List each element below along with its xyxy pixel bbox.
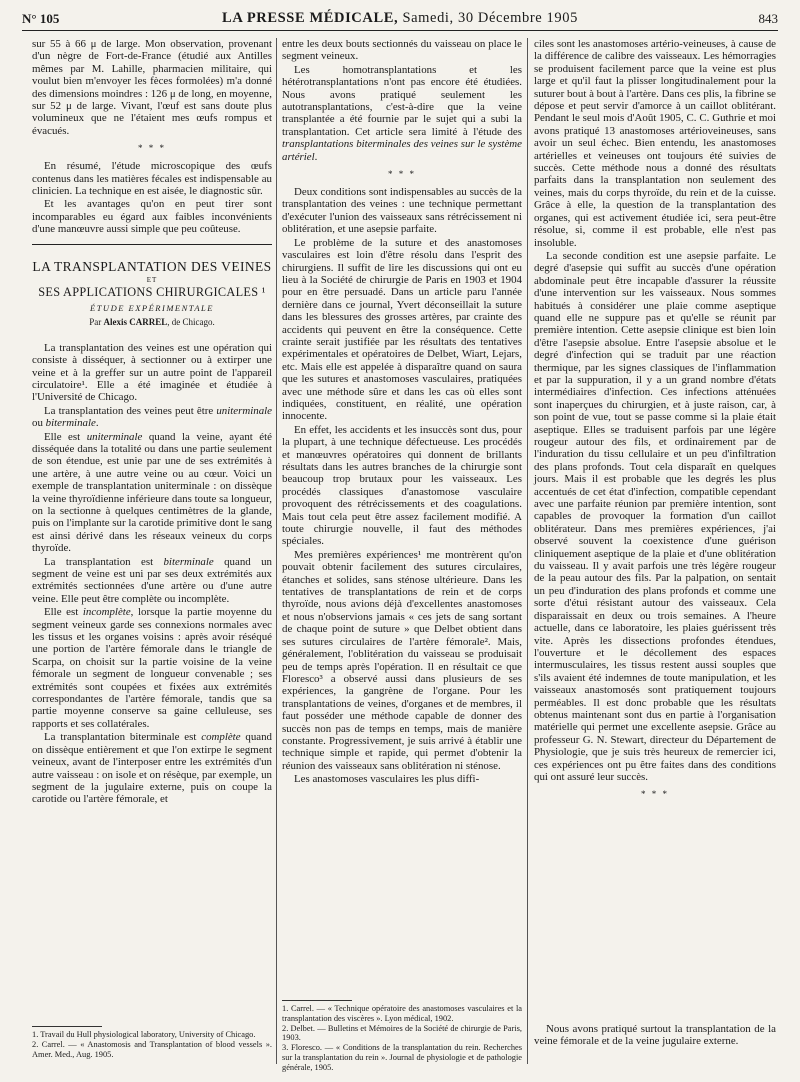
paragraph: sur 55 à 66 μ de large. Mon observation, provenant d'un nègre de Fort-de-France (étudié aux Antilles mêmes par M. Lahille, pharmacien militaire, qui voulut bien m'envoyer les fèces formolées) m'a donné des dimensions moindres : 126 μ de long, en moyenne, sur 52 μ de large. Vivant, l'œuf est sans doute plus volumineux que ne l'étaient mes œufs rompus et évacués. xyxy=(32,38,272,137)
author-name: Alexis CARREL xyxy=(103,316,168,327)
journal-title: LA PRESSE MÉDICALE, xyxy=(222,10,399,26)
paragraph: La transplantation des veines peut être uniterminale ou biterminale. xyxy=(32,404,272,430)
paragraph: Le problème de la suture et des anastomoses vasculaires est loin d'être résolu dans l'esprit des chirurgiens. Il suffit de lire les discussions qui ont eu lieu à la Société de chirurgie de Paris en 1903 et 1904 pour en être persuadé. Dans un article paru l'année dernière dans ce journal, Yvert déconseillait la suture dans les blessures des grosses artères, par crainte des accidents qui peuvent en être la conséquence. Cette crainte serait justifiée par les résultats des tentatives expérimentales et opératoires de Delbet, Wiart, Lejars, etc. Mais elle est appelée à disparaître quand on saura que les sutures et anastomoses vasculaires, pratiquées avec une méthode sûre et dans les cas où elles sont indiquées, constituent, en réalité, une opération innocente. xyxy=(282,236,522,423)
page-number: 843 xyxy=(758,11,778,26)
paragraph: La transplantation biterminale est complète quand on dissèque entièrement et que l'on extirpe le segment veineux, avant de l'interposer entre les extrémités d'un autre vaisseau : on isole et on résèque, par exemple, un segment de la jugulaire externe, puis on coupe la carotide ou l'artère fémorale, et xyxy=(32,731,272,806)
column-divider-1 xyxy=(276,38,277,1064)
paragraph: En effet, les accidents et les insuccès sont dus, pour la plupart, à une technique défectueuse. Les procédés et manœuvres opératoires qui donnent de brillants résultats dans les autres branches de la chirurgie sont beaucoup trop brutaux pour les vaisseaux. Les procédés classiques d'anastomose vasculaire provoquent des rétrécissements et des coagulations. Mais tout cela peut être assez facilement modifié. A toute chirurgie nouvelle, il faut des méthodes spéciales. xyxy=(282,423,522,548)
column-1 xyxy=(32,38,272,807)
paragraph: Les homotransplantations et les hétérotransplantations n'ont pas encore été étudiées. Nous avons pratiqué seulement les autotransplantations, c'est-à-dire que la veine transplantée a été fournie par le sujet qui a subi la transplantation. Cet article sera limité à l'étude des transplantations biterminales des veines sur le système artériel. xyxy=(282,63,522,163)
article-separator xyxy=(32,244,272,245)
paragraph: Elle est uniterminale quand la veine, ayant été disséquée dans la totalité ou dans une partie seulement de son étendue, est unie par une de ses extrémités à une artère, à une autre veine ou au cœur. Voici un exemple de transplantation uniterminale : on dissèque la veine thyroïdienne inférieure dans toute sa longueur, on la sectionne à quelques centimètres de la glande, puis on l'implante sur la carotide primitive dont le sang est ainsi dérivé dans les réseaux veineux du corps thyroïde. xyxy=(32,430,272,555)
column-3 xyxy=(534,38,776,806)
footnote-rule xyxy=(282,1000,352,1001)
article-subtitle: SES APPLICATIONS CHIRURGICALES ¹ xyxy=(38,284,266,299)
article-byline: Par Alexis CARREL, de Chicago. xyxy=(89,316,215,327)
column-divider-2 xyxy=(527,38,528,1064)
footnotes-column-1 xyxy=(32,1026,272,1059)
paragraph: La transplantation des veines est une opération qui consiste à disséquer, à sectionner ou à extirper une veine et à la greffer sur un autre point de l'appareil circulatoire¹. Elle a été imaginée et étudiée à l'Université de Chicago. xyxy=(32,341,272,404)
paragraph: Et les avantages qu'on en peut tirer sont incomparables eu égard aux faibles inconvénients d'une manœuvre aussi simple que peu coûteuse. xyxy=(32,198,272,236)
paragraph: Deux conditions sont indispensables au succès de la transplantation des veines : une technique permettant d'exécuter l'union des vaisseaux sans rétrécissement ni oblitération, et une asepsie parfaite. xyxy=(282,186,522,236)
asterism: * * * xyxy=(641,789,669,800)
issue-number: N° 105 xyxy=(22,11,60,26)
asterism: * * * xyxy=(138,143,166,154)
footnote: 1. Travail du Hull physiological laboratory, University of Chicago. xyxy=(32,1030,256,1039)
article-title-conjunction: ET xyxy=(146,275,158,284)
paragraph: Mes premières expériences¹ me montrèrent qu'on pouvait obtenir facilement des sutures circulaires, étanches et solides, sans sténose ultérieure. Dans les tentatives de transplantations de rein et de corps thyroïde, nous avions déjà d'excellentes anastomoses et nous n'observions jamais « ces jets de sang sortant de chaque point de suture » que Delbet obtient dans ses sutures circulaires de l'artère fémorale². Mais, généralement, l'oblitération du vaisseau se produisait peu de temps après l'opération. Il en résultait ce que Floresco³ a observé aussi dans plusieurs de ses expériences, la gangrène de l'organe. Pour les transplantations de veines, d'organes et de membres, il faut posséder une méthode capable de donner des succès non pas de temps en temps, mais de manière constante. Progressivement, je suis arrivé à établir une technique simple et rapide, qui permet d'obtenir la réunion des vaisseaux sans oblitération ni sténose. xyxy=(282,548,522,772)
column-2 xyxy=(282,38,522,787)
footnote-rule xyxy=(32,1026,102,1027)
paragraph: La transplantation est biterminale quand un segment de veine est uni par ses deux extrémités aux extrémités sectionnées d'une artère ou d'une autre veine. Elle peut être complète ou incomplète. xyxy=(32,555,272,605)
paragraph: La seconde condition est une asepsie parfaite. Le degré d'asepsie qui suffit au succès d'une opération abdominale peut être incapable d'assurer la réussite d'une intervention sur les vaisseaux. Nous sommes habitués à considérer une plaie comme aseptique quand elle ne suppure pas et qu'elle se réunit par première intention. Cette asepsie clinique est bien loin d'être l'asepsie absolue. Entre l'asepsie absolue et le degré d'infection qui se traduit par une réaction thermique, par les signes classiques de l'inflammation et par la suppuration, il y a un grand nombre d'états intermédiaires d'infection. Ces infections atténuées sont inaperçues du chirurgien, et à juste raison, car, à son point de vue, tout se passe comme si la plaie était aseptique. Elles se traduisent parfois par une légère rougeur autour des fils, et ordinairement par de l'induration du tissu cellulaire et un peu d'infiltration des plans profonds. Tout cela disparaît en quelques jours. Mais il est probable que les degrés les plus accentués de cet état d'infection, compatible cependant avec une parfaite réunion par première intention, sont capables de provoquer la formation d'un caillot oblitérateur. Dans mes premières expériences, j'ai observé souvent la coexistence d'une guérison cliniquement aseptique de la plaie et d'une oblitération du vaisseau. Il y avait parfois une très légère rougeur de la peau autour des fils. Par la palpation, on sentait un peu d'induration des plans profonds et comme une sorte d'étui résistant autour des vaisseaux. Cela disparaissait en deux ou trois semaines. A l'heure actuelle, dans ce laboratoire, les plaies guérissent très vite. Après les dissections profondes étendues, l'ouverture et le décollement des espaces intermusculaires, les tissus restent aussi souples que s'ils avaient été indemnes de toute manipulation, et les vaisseaux anastomosés sont pratiquement toujours perméables. Il est donc probable que les résultats obtenus maintenant sont dus en partie à l'organisation matérielle qui permet une excellente asepsie. Grâce au professeur G. N. Stewart, directeur du Département de Physiologie, que je suis très heureux de remercier ici, ces expériences ont pu être faites dans des conditions qui ont assuré leur succès. xyxy=(534,249,776,783)
paragraph: Elle est incomplète, lorsque la partie moyenne du segment veineux garde ses connexions normales avec les tissus et les organes voisins : après avoir réséqué une portion de l'artère fémorale dans le triangle de Scarpa, on choisit sur la partie voisine de la veine fémorale un segment de longueur convenable ; ses extrémités sont coupées et fixées aux extrémités correspondantes de l'artère fémorale, tandis que sa partie moyenne conserve sa gaine celluleuse, ses rapports et ses collatérales. xyxy=(32,606,272,730)
footnote: 2. Delbet. — Bulletins et Mémoires de la Société de chirurgie de Paris, 1903. xyxy=(282,1023,522,1043)
running-header xyxy=(22,10,778,31)
paragraph: ciles sont les anastomoses artério-veineuses, à cause de la différence de calibre des vaisseaux. Les hémorragies se produisent facilement parce que la veine est plus large et qu'il faut la plisser longitudinalement pour la suturer bout à bout à l'artère. Dans ces plis, la fibrine se dépose et peut servir d'amorce à un caillot oblitérant. Pendant le seul mois d'Août 1905, C. C. Guthrie et moi avons pratiqué 13 anastomoses artérioveineuses, sans avoir un seul échec. Bien entendu, les anastomoses artérielles et veineuses ont toujours été suivies de succès. Cette méthode nous a donné des résultats parfaits dans la transplantation non seulement des veines, mais du corps thyroïde, du rein et de la cuisse. Grâce à elle, la question de la transplantation des organes, qui est activement étudiée ici, sera peut-être résolue, si, comme il est probable, elle n'est pas insoluble. xyxy=(534,38,776,249)
paragraph: Les anastomoses vasculaires les plus diffi- xyxy=(294,773,480,786)
paragraph: En résumé, l'étude microscopique des œufs contenus dans les matières fécales est indispensable au clinicien. La technique en est aisée, le diagnostic sûr. xyxy=(32,160,272,198)
paragraph: Nous avons pratiqué surtout la transplantation de la veine fémorale et de la veine jugulaire externe. xyxy=(534,1023,776,1048)
footnote: 2. Carrel. — « Anastomosis and Transplantation of blood vessels ». Amer. Med., Aug. 1905. xyxy=(32,1039,272,1059)
issue-date: Samedi, 30 Décembre 1905 xyxy=(402,10,578,26)
footnote: 1. Carrel. — « Technique opératoire des anastomoses vasculaires et la transplantation des viscères ». Lyon médical, 1902. xyxy=(282,1004,522,1023)
footnote: 3. Floresco. — « Conditions de la transplantation du rein. Recherches sur la transplantation du rein ». Journal de physiologie et de pathologie générale, 1905. xyxy=(282,1043,522,1072)
paragraph: entre les deux bouts sectionnés du vaisseau on place le segment veineux. xyxy=(282,38,522,63)
article-title: LA TRANSPLANTATION DES VEINES xyxy=(32,258,272,274)
column-3-final-paragraph xyxy=(534,1023,776,1049)
article-study-type: ÉTUDE EXPÉRIMENTALE xyxy=(90,302,214,313)
asterism: * * * xyxy=(388,169,416,180)
journal-masthead xyxy=(22,10,778,27)
footnotes-column-2 xyxy=(282,1000,522,1073)
